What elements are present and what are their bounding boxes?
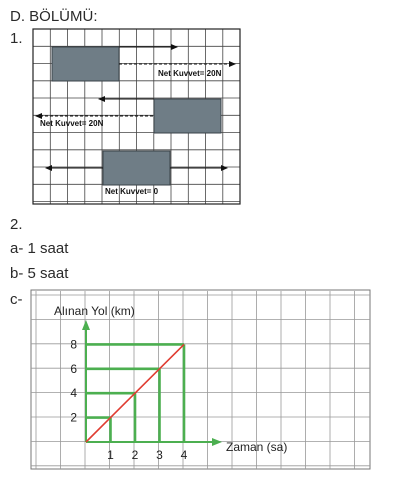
x-tick-label: 2 xyxy=(131,448,139,462)
y-tick-label: 8 xyxy=(70,337,77,352)
question-2-number: 2. xyxy=(10,216,23,233)
x-axis-label: Zaman (sa) xyxy=(226,440,288,454)
y-tick-label: 6 xyxy=(70,361,77,376)
answer-c: c- xyxy=(10,291,23,308)
y-tick-label: 4 xyxy=(70,386,77,401)
answer-b: b- 5 saat xyxy=(10,265,69,282)
y-tick-label: 2 xyxy=(70,410,77,425)
force-label-3: Net Kuvvet= 0 xyxy=(105,187,159,196)
force-label-1: Net Kuvvet= 20N xyxy=(158,69,222,78)
question-1-number: 1. xyxy=(10,30,23,47)
x-tick-label: 4 xyxy=(180,448,188,462)
section-title: D. BÖLÜMÜ: xyxy=(10,8,98,25)
y-axis-label: Alınan Yol (km) xyxy=(54,304,135,318)
answer-a: a- 1 saat xyxy=(10,240,69,257)
force-label-2: Net Kuvvet= 20N xyxy=(40,119,104,128)
x-tick-label: 1 xyxy=(107,448,114,462)
x-tick-label: 3 xyxy=(156,448,163,462)
